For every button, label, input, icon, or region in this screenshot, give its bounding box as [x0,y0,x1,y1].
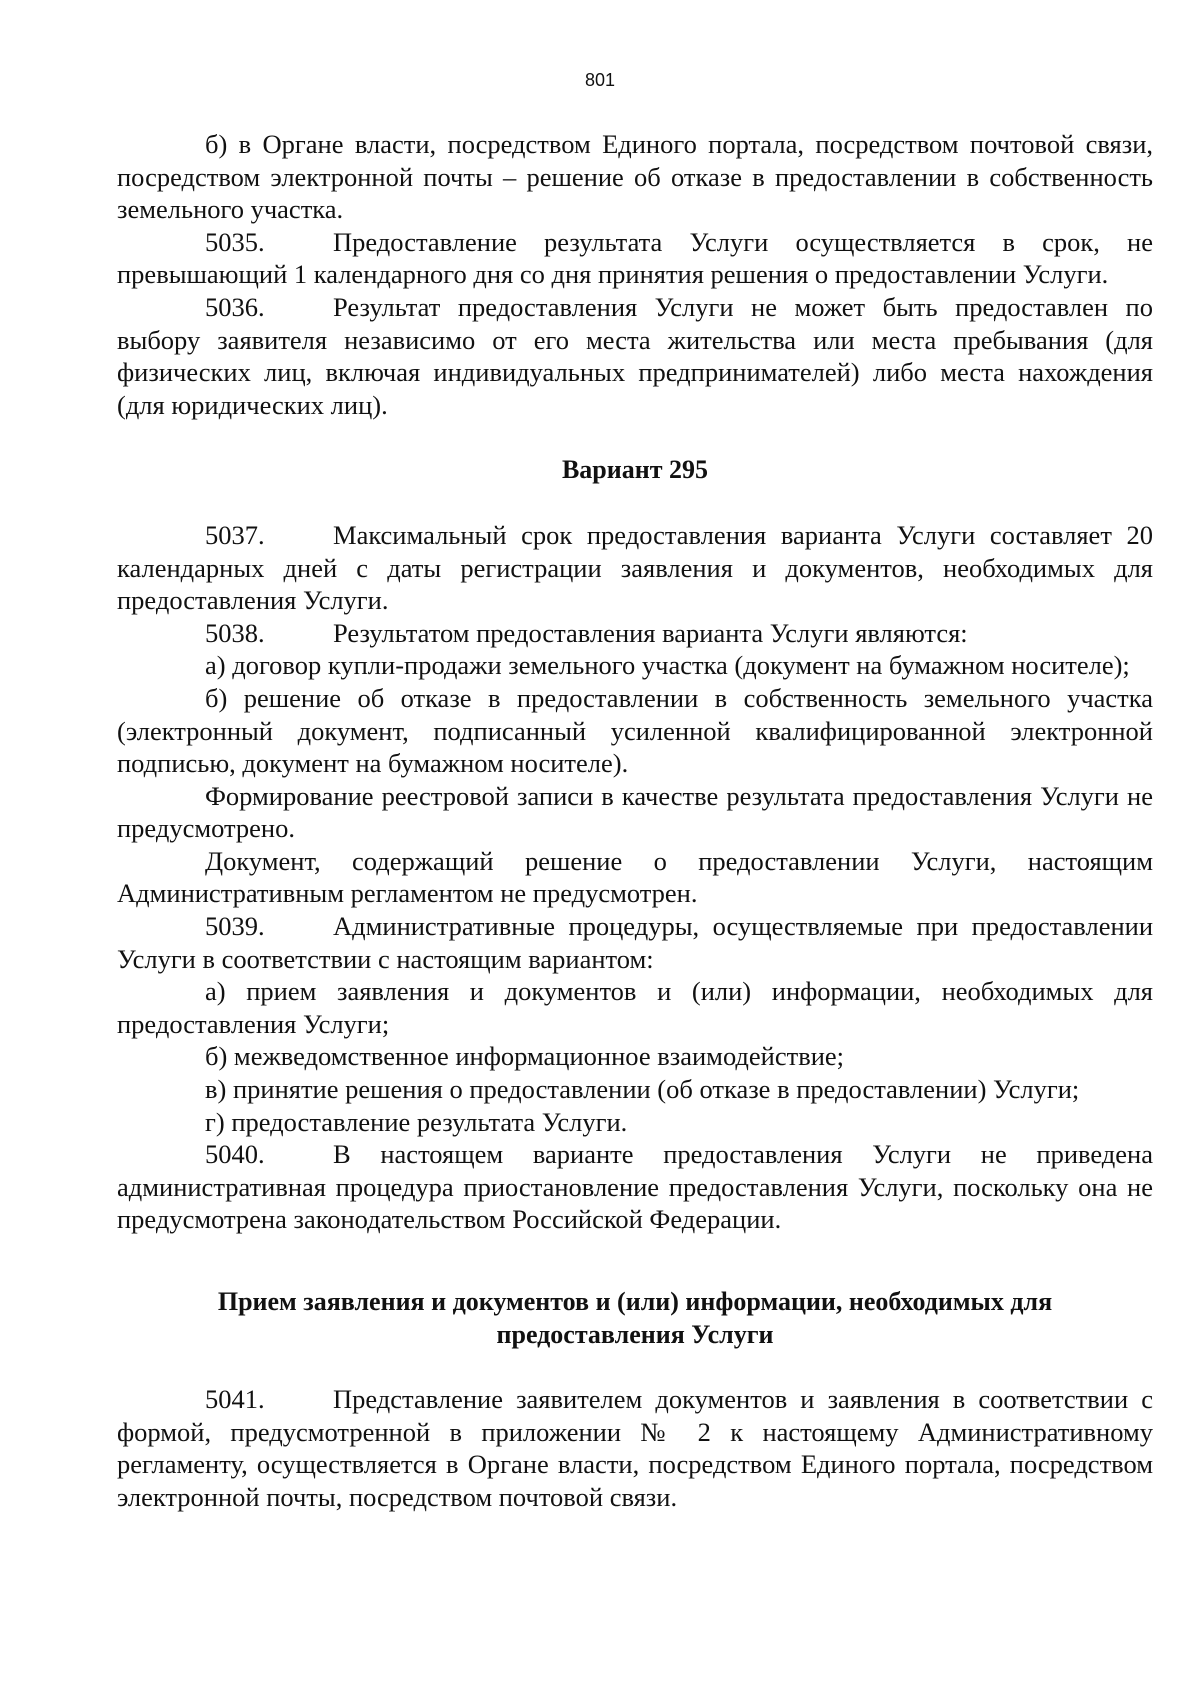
paragraph-number: 5038. [205,617,265,648]
paragraph-text: Административные процедуры, осуществляемые при предоставлении Услуги в соответствии с настоящим вариантом: [117,911,1153,974]
paragraph-group-middle [117,519,1153,1236]
paragraph-text: Результат предоставления Услуги не может быть предоставлен по выбору заявителя независимо от его места жительства или места пребывания (для физических лиц, включая индивидуальных предпринимателей) либо места нахождения (для юридических лиц). [117,291,1153,420]
numbered-paragraph [117,617,1153,650]
paragraph: а) договор купли-продажи земельного участка (документ на бумажном носителе); [205,650,1130,681]
numbered-paragraph [117,910,1153,975]
paragraph: Формирование реестровой записи в качестве результата предоставления Услуги не предусмотрено. [117,780,1153,844]
paragraph: б) решение об отказе в предоставлении в собственность земельного участка (электронный документ, подписанный усиленной квалифицированной электронной подписью, документ на бумажном носителе). [117,682,1153,779]
variant-heading: Вариант 295 [561,455,709,485]
paragraph-text: Результатом предоставления варианта Услуги являются: [333,617,968,648]
paragraph-text: Максимальный срок предоставления варианта Услуги составляет 20 календарных дней с даты регистрации заявления и документов, необходимых для предоставления Услуги. [117,519,1153,616]
paragraph-text: В настоящем варианте предоставления Услуги не приведена административная процедура приостановление предоставления Услуги, поскольку она не предусмотрена законодательством Российской Федерации. [117,1139,1153,1235]
paragraph: г) предоставление результата Услуги. [205,1106,628,1137]
numbered-paragraph [117,291,1153,421]
paragraph-number: 5041. [205,1384,265,1415]
numbered-paragraph [117,519,1153,617]
numbered-paragraph [117,1138,1153,1236]
numbered-paragraph [117,1383,1153,1513]
paragraph-group-bottom [117,1383,1153,1513]
section-heading: Прием заявления и документов и (или) информации, необходимых для предоставления Услуги [217,1287,1053,1349]
document-body [117,128,1153,1514]
paragraph-text: Предоставление результата Услуги осуществляется в срок, не превышающий 1 календарного дня со дня принятия решения о предоставлении Услуги. [117,226,1153,290]
paragraph: б) в Органе власти, посредством Единого портала, посредством почтовой связи, посредством электронной почты – решение об отказе в предоставлении в собственность земельного участка. [117,129,1153,225]
paragraph-number: 5040. [205,1139,265,1170]
paragraph: а) прием заявления и документов и (или) информации, необходимых для предоставления Услуги; [117,976,1153,1039]
paragraph-group-top [117,128,1153,421]
paragraph-text: Представление заявителем документов и заявления в соответствии с формой, предусмотренной в приложении № 2 к настоящему Административному регламенту, осуществляется в Органе власти, посредством Единого портала, посредством электронной почты, посредством почтовой связи. [117,1384,1153,1512]
paragraph: б) межведомственное информационное взаимодействие; [205,1041,845,1072]
paragraph: Документ, содержащий решение о предоставлении Услуги, настоящим Административным регламентом не предусмотрен. [117,845,1153,909]
paragraph-number: 5035. [205,226,265,257]
page-number: 801 [584,70,616,90]
paragraph-number: 5037. [205,519,265,550]
paragraph-number: 5036. [205,291,265,322]
paragraph: в) принятие решения о предоставлении (об отказе в предоставлении) Услуги; [205,1074,1080,1105]
paragraph-number: 5039. [205,911,265,942]
numbered-paragraph [117,226,1153,291]
